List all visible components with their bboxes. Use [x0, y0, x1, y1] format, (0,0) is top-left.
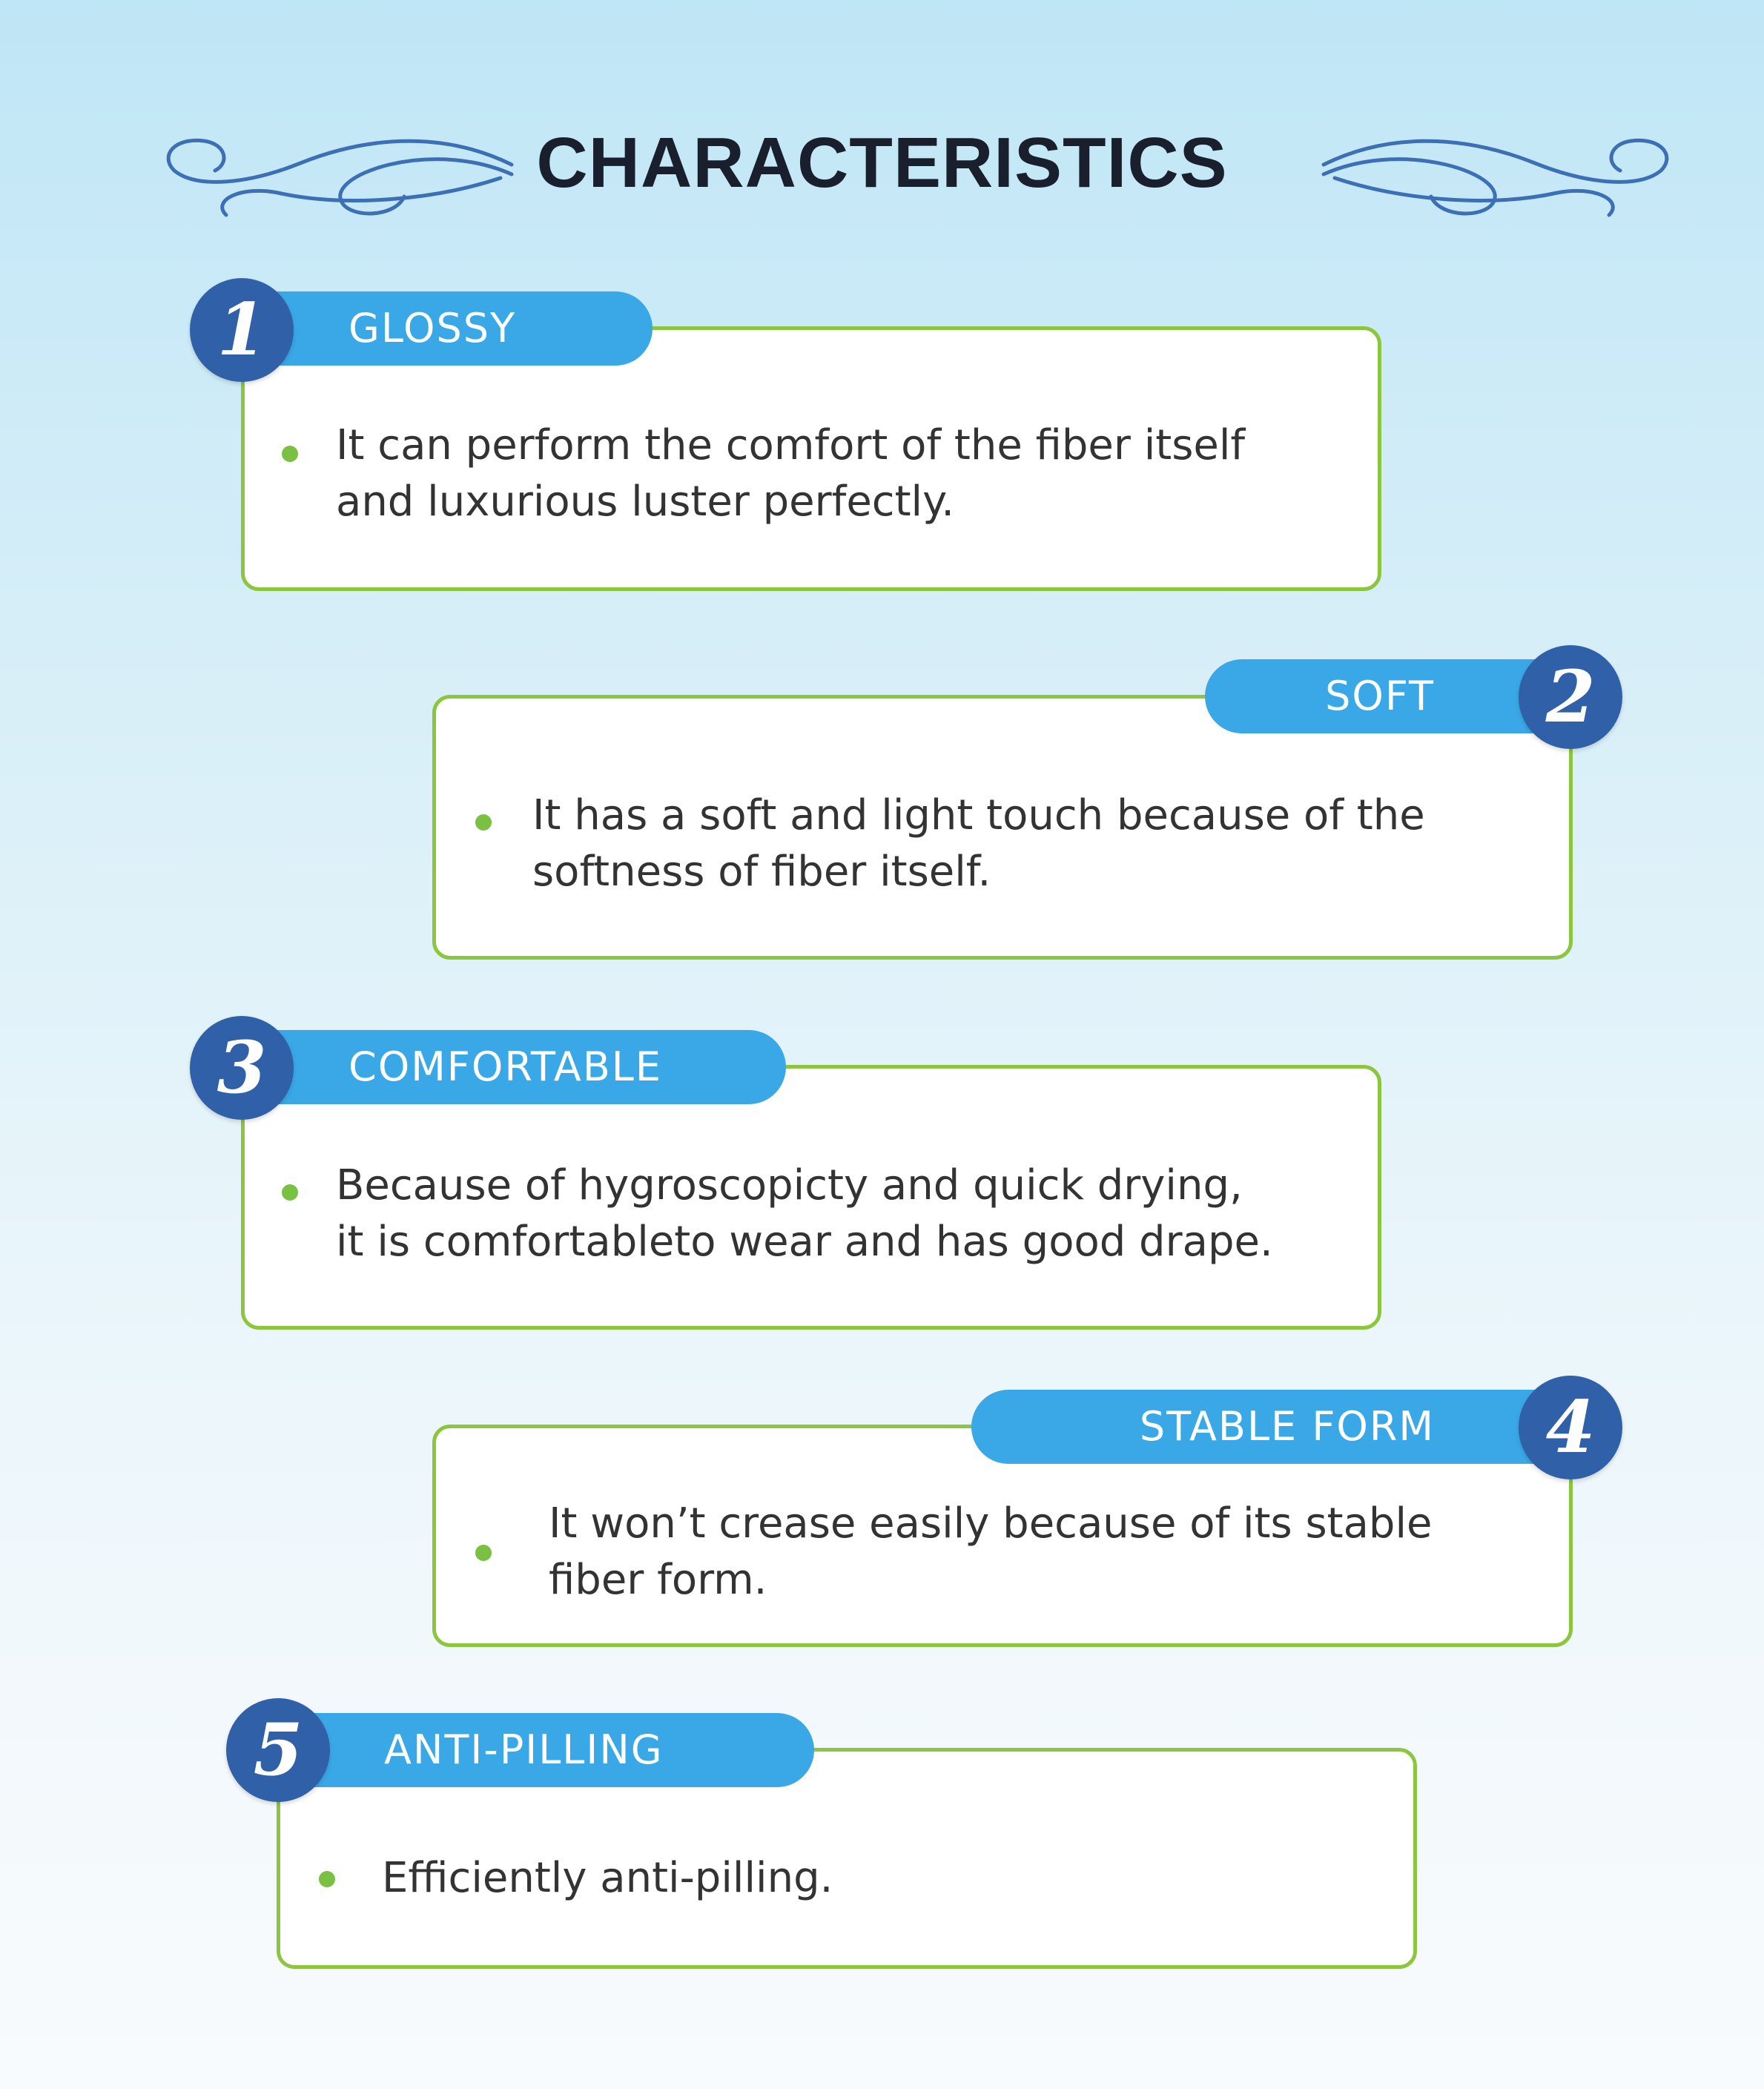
card-text-line: Efficiently anti-pilling. — [382, 1854, 833, 1902]
card-text-line: It won’t crease easily because of its stable — [549, 1499, 1433, 1548]
page-title: CHARACTERISTICS — [536, 123, 1228, 202]
card-text-line: fiber form. — [549, 1556, 767, 1604]
bullet-dot — [475, 1545, 492, 1561]
card-text-line: Because of hygroscopicty and quick drying, — [336, 1161, 1243, 1209]
card-label-glossy: GLOSSY — [193, 291, 653, 366]
card-label-stable-form: STABLE FORM — [971, 1390, 1620, 1464]
card-text-line: softness of fiber itself. — [532, 848, 991, 896]
card-text-line: it is comfortableto wear and has good drape. — [336, 1218, 1273, 1266]
number-badge-2: 2 — [1519, 645, 1622, 749]
card-label-comfortable: COMFORTABLE — [193, 1030, 786, 1104]
number-badge-1: 1 — [190, 278, 294, 382]
card-label-soft: SOFT — [1205, 659, 1620, 733]
number-badge-3: 3 — [190, 1016, 294, 1120]
bullet-dot — [319, 1871, 335, 1887]
number-badge-5: 5 — [226, 1698, 330, 1802]
right-swirl-ornament — [1312, 119, 1683, 230]
bullet-dot — [475, 814, 492, 831]
card-text-line: It can perform the comfort of the fiber itself — [336, 421, 1246, 469]
card-text-line: and luxurious luster perfectly. — [336, 478, 955, 526]
number-badge-4: 4 — [1519, 1376, 1622, 1479]
bullet-dot — [282, 1184, 298, 1201]
card-text-line: It has a soft and light touch because of the — [532, 791, 1425, 839]
bullet-dot — [282, 446, 298, 462]
card-label-anti-pilling: ANTI-PILLING — [228, 1713, 814, 1787]
